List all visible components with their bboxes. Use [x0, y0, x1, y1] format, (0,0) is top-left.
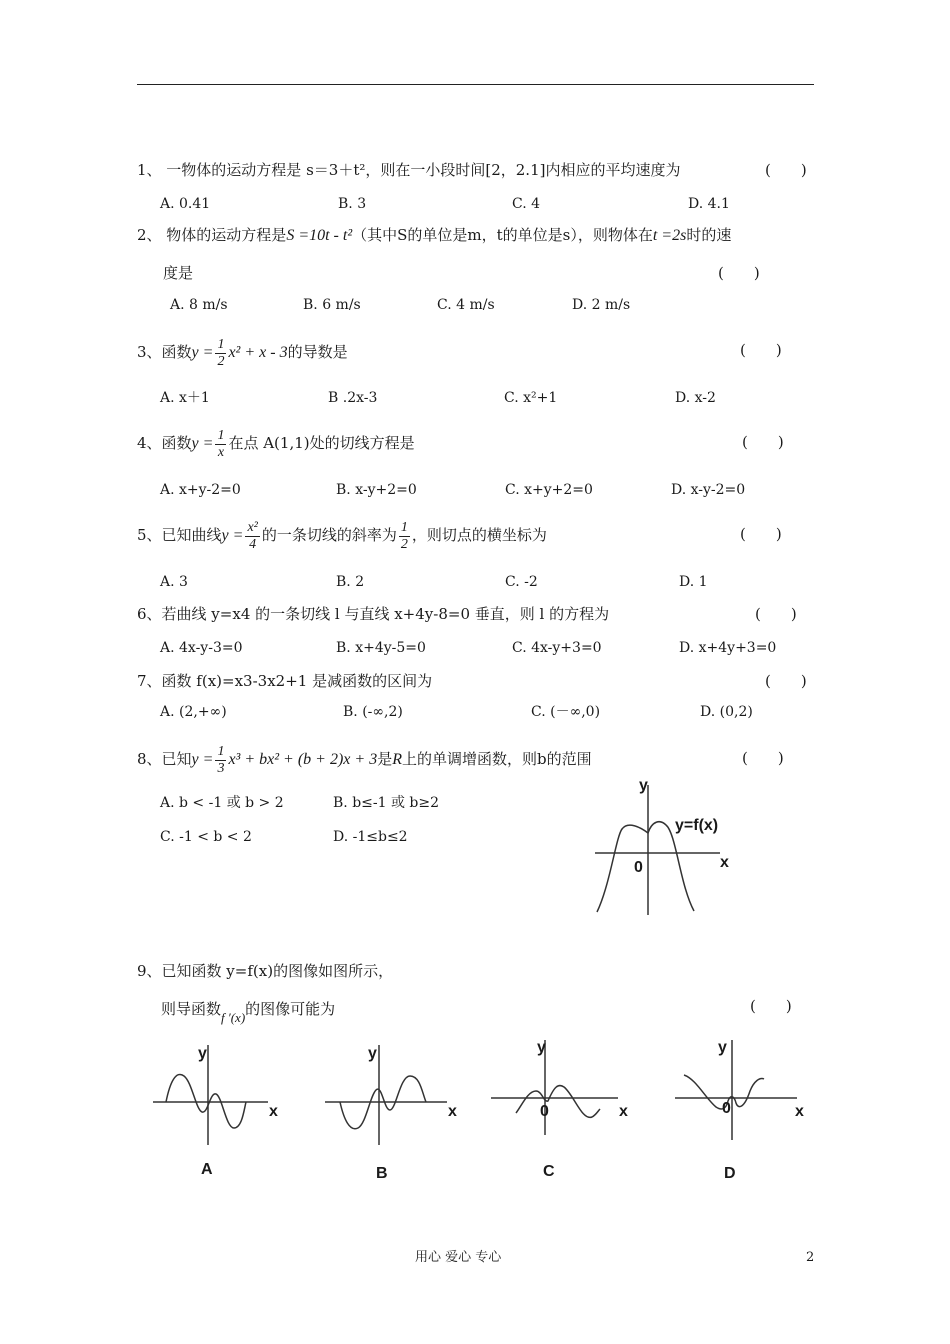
q4-stem-pre: 4、函数 — [137, 434, 192, 452]
graph-a-x-label: x — [269, 1103, 278, 1120]
q2-option-b: B. 6 m/s — [303, 297, 361, 313]
q2-formula: S =10t - t² — [286, 227, 353, 244]
q4-fraction-den: x — [217, 444, 225, 460]
q6-option-b: B. x+4y-5=0 — [336, 640, 426, 656]
q5-option-a: A. 3 — [160, 574, 188, 590]
q9-stem: 9、已知函数 y=f(x)的图像如图所示， — [137, 962, 394, 980]
q5-option-c: C. -2 — [505, 574, 538, 590]
q8-option-d: D. -1≤b≤2 — [333, 829, 408, 845]
q6-stem: 6、若曲线 y=x4 的一条切线 l 与直线 x+4y-8=0 垂直，则 l 的方程为 — [137, 605, 610, 623]
q8-tail: x³ + bx² + (b + 2)x + 3 — [228, 751, 378, 768]
q6-option-d: D. x+4y+3=0 — [679, 640, 777, 656]
q5-option-d: D. 1 — [679, 574, 708, 590]
q4-stem — [137, 425, 415, 462]
graph-a-y-label: y — [198, 1045, 207, 1062]
q5-answer-blank: ( ) — [740, 525, 782, 543]
q7-option-c: C. (－∞,0) — [531, 704, 601, 720]
q8-stem-end: 上的单调增函数，则b的范围 — [402, 750, 592, 768]
fx-curve — [597, 822, 694, 912]
q5-stem-end: ，则切点的横坐标为 — [411, 526, 547, 544]
graph-a-option-label: A — [201, 1161, 213, 1178]
graph-b-x-label: x — [448, 1103, 457, 1120]
q1-option-c: C. 4 — [512, 196, 541, 212]
graph-d — [672, 1035, 807, 1145]
q6-option-a: A. 4x-y-3=0 — [160, 640, 243, 656]
graph-c-option-label: C — [543, 1163, 555, 1180]
q8-option-b: B. b≤-1 或 b≥2 — [333, 795, 440, 811]
q2-stem — [137, 228, 731, 244]
q6-answer-blank: ( ) — [755, 605, 797, 623]
q3-option-c: C. x²+1 — [504, 390, 558, 406]
q3-answer-blank: ( ) — [740, 341, 782, 359]
q5-fraction-num: x² — [247, 519, 258, 535]
q4-option-d: D. x-y-2=0 — [671, 482, 746, 498]
q8-option-a: A. b < -1 或 b > 2 — [160, 795, 284, 811]
q2-stem-pre: 2、 物体的运动方程是 — [137, 226, 287, 244]
fx-graph-origin-label: 0 — [634, 859, 643, 876]
graph-d-option-label: D — [724, 1165, 736, 1182]
q5-stem — [137, 517, 547, 554]
q4-y-eq: y = — [191, 435, 214, 452]
fx-graph-x-label: x — [720, 854, 729, 871]
q3-option-b: B .2x-3 — [328, 390, 378, 406]
q9-stem-line2-pre: 则导函数 — [161, 1000, 222, 1018]
q8-option-c: C. -1 < b < 2 — [160, 829, 252, 845]
q1-stem: 1、 一物体的运动方程是 s＝3＋t²，则在一小段时间[2，2.1]内相应的平均速度为 — [137, 161, 681, 179]
q3-fraction-den: 2 — [217, 353, 225, 369]
q8-fraction-den: 3 — [217, 760, 225, 776]
graph-b-option-label: B — [376, 1165, 388, 1182]
q7-option-b: B. (-∞,2) — [343, 704, 403, 720]
header-rule — [137, 84, 814, 85]
q3-stem — [137, 334, 348, 371]
q4-fraction — [215, 428, 226, 461]
q7-option-a: A. (2,+∞) — [160, 704, 227, 720]
graph-d-y-label: y — [718, 1039, 727, 1056]
fx-graph-curve-label: y=f(x) — [675, 817, 719, 834]
graph-b-y-label: y — [368, 1045, 377, 1062]
q4-option-a: A. x+y-2=0 — [160, 482, 241, 498]
q8-y-eq: y = — [191, 751, 214, 768]
q2-stem-end: 时的速 — [686, 226, 732, 244]
q4-option-b: B. x-y+2=0 — [336, 482, 417, 498]
q1-option-d: D. 4.1 — [688, 196, 730, 212]
fx-graph — [590, 775, 740, 920]
q4-option-c: C. x+y+2=0 — [505, 482, 593, 498]
graph-c-origin-label: 0 — [540, 1103, 549, 1120]
q8-fraction — [215, 744, 226, 777]
q7-answer-blank: ( ) — [765, 672, 807, 690]
graph-b — [322, 1040, 452, 1150]
q5-fraction-den: 4 — [249, 536, 257, 552]
q4-answer-blank: ( ) — [742, 433, 784, 451]
q3-stem-pre: 3、函数 — [137, 343, 192, 361]
q9-stem-line2-end: 的图像可能为 — [245, 1000, 336, 1018]
q1-option-a: A. 0.41 — [160, 196, 211, 212]
q3-option-d: D. x-2 — [675, 390, 716, 406]
q6-option-c: C. 4x-y+3=0 — [512, 640, 602, 656]
q8-stem — [137, 741, 592, 778]
graph-a — [150, 1040, 275, 1150]
q3-fraction — [215, 337, 226, 370]
q2-t-value: t =2s — [652, 227, 687, 244]
q2-answer-blank: ( ) — [718, 264, 760, 282]
graph-d-origin-label: 0 — [722, 1100, 731, 1117]
graph-c-y-label: y — [537, 1039, 546, 1056]
page-number: 2 — [806, 1250, 815, 1265]
q8-stem-pre: 8、已知 — [137, 750, 192, 768]
q3-stem-end: 的导数是 — [287, 343, 348, 361]
q5-slope-den: 2 — [400, 536, 408, 552]
q2-option-c: C. 4 m/s — [437, 297, 495, 313]
q3-option-a: A. x＋1 — [160, 390, 210, 406]
q5-slope-fraction — [399, 520, 410, 553]
q9-fprime: f ′(x) — [221, 1010, 246, 1025]
q2-option-a: A. 8 m/s — [170, 297, 228, 313]
q8-r: R — [392, 751, 402, 768]
q5-option-b: B. 2 — [336, 574, 365, 590]
q4-stem-end: 在点 A(1,1)处的切线方程是 — [228, 434, 415, 452]
q4-fraction-num: 1 — [217, 427, 225, 443]
graph-d-x-label: x — [795, 1103, 804, 1120]
q7-option-d: D. (0,2) — [700, 704, 753, 720]
q1-answer-blank: ( ) — [765, 161, 807, 179]
q5-stem-pre: 5、已知曲线 — [137, 526, 222, 544]
q3-tail: x² + x - 3 — [228, 344, 288, 361]
q9-answer-blank: ( ) — [750, 997, 792, 1015]
q2-option-d: D. 2 m/s — [572, 297, 631, 313]
q5-fraction — [245, 520, 259, 553]
q8-fraction-num: 1 — [217, 743, 225, 759]
footer-slogan: 用心 爱心 专心 — [415, 1250, 502, 1265]
q9-stem-line2 — [161, 995, 335, 1032]
q7-stem: 7、函数 f(x)=x3-3x2+1 是减函数的区间为 — [137, 672, 433, 690]
q1-option-b: B. 3 — [338, 196, 367, 212]
q3-y-eq: y = — [191, 344, 214, 361]
graph-a-curve — [166, 1074, 246, 1128]
q2-stem-mid: （其中S的单位是m，t的单位是s），则物体在 — [352, 226, 653, 244]
q5-y-eq: y = — [221, 527, 244, 544]
q2-stem-line2: 度是 — [163, 264, 194, 282]
graph-c-curve — [516, 1086, 600, 1118]
graph-c-x-label: x — [619, 1103, 628, 1120]
fx-graph-y-label: y — [639, 777, 648, 794]
graph-c — [488, 1035, 623, 1140]
q5-stem-mid: 的一条切线的斜率为 — [261, 526, 397, 544]
q5-slope-num: 1 — [400, 519, 408, 535]
q8-stem-mid: 是 — [377, 750, 393, 768]
q3-fraction-num: 1 — [217, 336, 225, 352]
q8-answer-blank: ( ) — [742, 749, 784, 767]
